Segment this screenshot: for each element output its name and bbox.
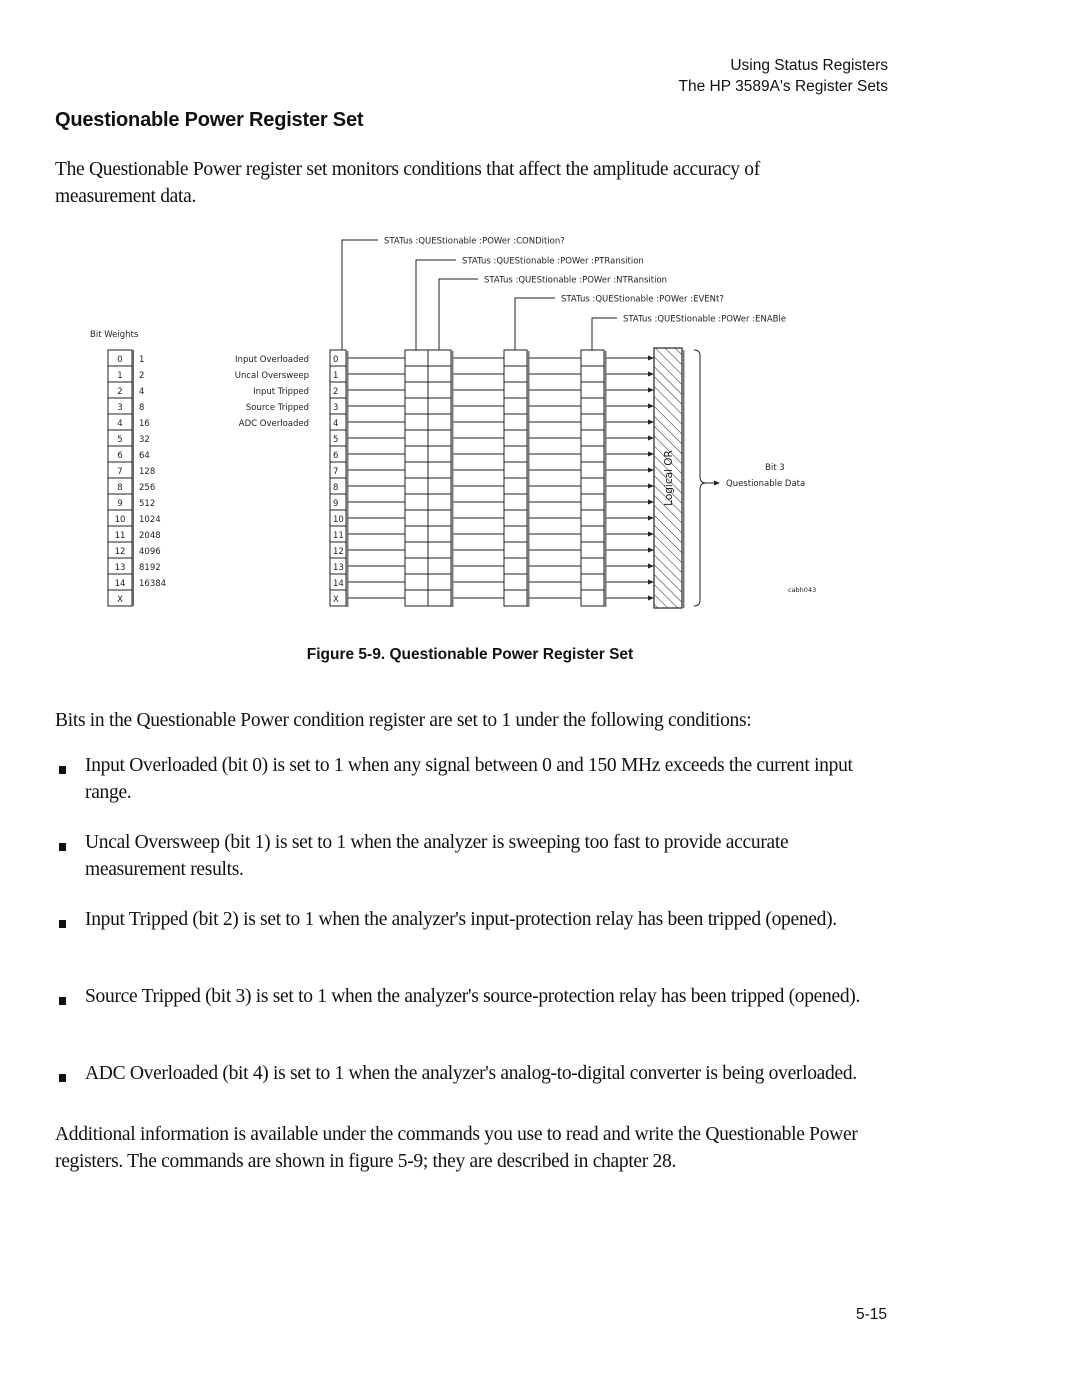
- bit-weight: 1024: [139, 515, 161, 525]
- register-bit-cell: [504, 414, 527, 430]
- condition-item: [55, 1060, 885, 1114]
- bit-weight: 16: [139, 419, 150, 429]
- command-leader-line: [515, 298, 555, 350]
- bullet-square-icon: [59, 1074, 66, 1082]
- register-bit-cell: [581, 382, 604, 398]
- register-bit-cell: [581, 542, 604, 558]
- bit-number: 7: [117, 467, 123, 477]
- register-bit-cell: [504, 590, 527, 606]
- command-leader-line: [439, 279, 478, 350]
- bit-number: 0: [117, 355, 123, 365]
- bit-number: 11: [114, 531, 126, 541]
- bit-number: 9: [117, 499, 123, 509]
- register-bit-cell: [428, 542, 451, 558]
- register-bit-cell: [581, 350, 604, 366]
- arrow-head-icon: [648, 548, 654, 553]
- bit-weight: 2048: [139, 531, 161, 541]
- arrow-head-icon: [648, 564, 654, 569]
- register-bit-cell: [428, 494, 451, 510]
- register-bit-number: 3: [333, 403, 339, 413]
- bit-number: X: [117, 595, 123, 605]
- register-bit-cell: [581, 430, 604, 446]
- bit-number: 10: [114, 515, 126, 525]
- register-bit-number: 14: [333, 579, 344, 589]
- register-bit-cell: [428, 350, 451, 366]
- register-shadow: [451, 351, 454, 607]
- register-bit-number: 1: [333, 371, 339, 381]
- command-label: STATus :QUEStionable :POWer :PTRansition: [462, 256, 644, 267]
- running-header-chapter: Using Status Registers: [730, 57, 888, 74]
- register-bit-cell: [405, 526, 428, 542]
- register-bit-cell: [504, 558, 527, 574]
- register-bit-cell: [504, 446, 527, 462]
- register-bit-cell: [581, 446, 604, 462]
- register-bit-cell: [504, 478, 527, 494]
- section-title: Questionable Power Register Set: [55, 109, 364, 131]
- arrow-head-icon: [648, 516, 654, 521]
- register-bit-cell: [428, 590, 451, 606]
- condition-item: [55, 752, 885, 806]
- arrow-head-icon: [648, 596, 654, 601]
- register-bit-cell: [428, 526, 451, 542]
- register-shadow: [604, 351, 607, 607]
- bit-weight: 8: [139, 403, 145, 413]
- register-bit-cell: [405, 366, 428, 382]
- bullet-square-icon: [59, 997, 66, 1005]
- event-register: [504, 350, 530, 607]
- bit-number: 2: [117, 387, 123, 397]
- bit-weight: 16384: [139, 579, 167, 589]
- bullet-square-icon: [59, 920, 66, 928]
- register-bit-cell: [504, 542, 527, 558]
- register-bit-cell: [428, 414, 451, 430]
- arrow-head-icon: [648, 404, 654, 409]
- register-bit-cell: [405, 398, 428, 414]
- register-shadow: [527, 351, 530, 607]
- conditions-list: [55, 752, 885, 1137]
- register-bit-cell: [428, 510, 451, 526]
- arrow-head-icon: [648, 436, 654, 441]
- bit-number: 1: [117, 371, 123, 381]
- bit-number: 6: [117, 451, 123, 461]
- bit-number: 3: [117, 403, 123, 413]
- bit-weight: 256: [139, 483, 156, 493]
- arrow-head-icon: [648, 420, 654, 425]
- register-set-diagram: [0, 220, 1080, 620]
- condition-text: Source Tripped (bit 3) is set to 1 when the analyzer's source-protection relay has been tripped (opened).: [85, 986, 861, 1007]
- condition-name: Input Tripped: [253, 387, 309, 397]
- arrow-head-icon: [648, 580, 654, 585]
- bit-number: 14: [114, 579, 126, 589]
- register-bit-cell: [504, 574, 527, 590]
- register-bit-cell: [405, 350, 428, 366]
- register-bit-cell: [405, 462, 428, 478]
- register-bit-number: 10: [333, 515, 344, 525]
- register-bit-number: 4: [333, 419, 339, 429]
- register-bit-cell: [405, 494, 428, 510]
- register-bit-cell: [405, 414, 428, 430]
- logical-or-label: Logical OR: [663, 450, 675, 506]
- command-label: STATus :QUEStionable :POWer :ENABle: [623, 314, 787, 325]
- logical-or-shadow: [682, 350, 685, 608]
- intro-paragraph: The Questionable Power register set monitors conditions that affect the amplitude accuracy of measurement data.: [55, 159, 760, 207]
- condition-text: Uncal Oversweep (bit 1) is set to 1 when the analyzer is sweeping too fast to provide accurate measurement results.: [85, 832, 789, 880]
- arrow-head-icon: [648, 356, 654, 361]
- figure-id: cabh043: [788, 586, 817, 594]
- register-bit-cell: [504, 350, 527, 366]
- register-bit-cell: [428, 478, 451, 494]
- condition-name: Input Overloaded: [235, 355, 309, 365]
- ptransition-register: [405, 350, 428, 606]
- register-bit-cell: [428, 462, 451, 478]
- additional-info-paragraph: Additional information is available under the commands you use to read and write the Questionable Power registers. The commands are shown in figure 5-9; they are described in chapter 28.: [55, 1124, 858, 1172]
- bit-number: 8: [117, 483, 123, 493]
- brace: [694, 350, 706, 606]
- register-bit-cell: [428, 558, 451, 574]
- register-bit-number: 12: [333, 547, 344, 557]
- register-bit-cell: [428, 430, 451, 446]
- register-bit-cell: [581, 494, 604, 510]
- output-arrow-icon: [714, 481, 720, 486]
- bit-weight: 128: [139, 467, 156, 477]
- register-bit-cell: [405, 590, 428, 606]
- register-bit-number: 13: [333, 563, 344, 573]
- command-label: STATus :QUEStionable :POWer :CONDition?: [384, 236, 565, 247]
- bit-weight: 32: [139, 435, 150, 445]
- output-label: Questionable Data: [726, 479, 806, 489]
- bit-number: 13: [114, 563, 126, 573]
- bullet-square-icon: [59, 843, 66, 851]
- register-bit-cell: [581, 574, 604, 590]
- condition-item: [55, 829, 885, 883]
- register-bit-cell: [428, 446, 451, 462]
- register-bit-cell: [504, 526, 527, 542]
- register-bit-cell: [428, 382, 451, 398]
- register-bit-cell: [504, 382, 527, 398]
- register-bit-number: 9: [333, 499, 339, 509]
- register-bit-cell: [581, 366, 604, 382]
- arrow-head-icon: [648, 500, 654, 505]
- bit-number: 12: [114, 547, 126, 557]
- register-bit-number: 8: [333, 483, 339, 493]
- register-bit-cell: [405, 478, 428, 494]
- register-bit-cell: [405, 574, 428, 590]
- arrow-head-icon: [648, 532, 654, 537]
- register-bit-cell: [405, 510, 428, 526]
- bit-weights-label: Bit Weights: [90, 330, 139, 340]
- condition-name: Source Tripped: [245, 403, 309, 413]
- register-bit-cell: [405, 430, 428, 446]
- command-label: STATus :QUEStionable :POWer :EVENt?: [561, 294, 724, 305]
- register-bit-cell: [581, 590, 604, 606]
- conditions-lead: Bits in the Questionable Power condition register are set to 1 under the following conditions:: [55, 710, 752, 731]
- register-bit-cell: [504, 398, 527, 414]
- ntransition-register: [428, 350, 454, 607]
- arrow-head-icon: [648, 468, 654, 473]
- page-number: 5-15: [855, 1306, 887, 1323]
- bit-weight: 2: [139, 371, 145, 381]
- register-bit-cell: [504, 510, 527, 526]
- register-bit-number: 2: [333, 387, 339, 397]
- bit-weight: 4: [139, 387, 145, 397]
- register-bit-cell: [581, 510, 604, 526]
- bullet-square-icon: [59, 766, 66, 774]
- condition-name: ADC Overloaded: [238, 419, 309, 429]
- register-bit-number: 0: [333, 355, 339, 365]
- register-bit-cell: [581, 526, 604, 542]
- register-bit-number: 6: [333, 451, 339, 461]
- arrow-head-icon: [648, 452, 654, 457]
- register-bit-cell: [405, 446, 428, 462]
- command-leader-line: [342, 240, 378, 350]
- bit-weight: 64: [139, 451, 150, 461]
- bit-weight: 8192: [139, 563, 161, 573]
- arrow-head-icon: [648, 484, 654, 489]
- condition-register: [330, 350, 349, 607]
- register-bit-cell: [504, 462, 527, 478]
- condition-text: ADC Overloaded (bit 4) is set to 1 when the analyzer's analog-to-digital converter is being overloaded.: [85, 1063, 857, 1084]
- register-bit-cell: [428, 398, 451, 414]
- register-bit-cell: [405, 382, 428, 398]
- register-bit-cell: [428, 366, 451, 382]
- register-bit-number: 7: [333, 467, 339, 477]
- register-bit-number: X: [333, 595, 339, 605]
- register-bit-cell: [504, 430, 527, 446]
- register-bit-cell: [428, 574, 451, 590]
- condition-item: [55, 906, 885, 960]
- command-leader-line: [592, 318, 617, 350]
- bit-weight: 512: [139, 499, 156, 509]
- figure-caption: Figure 5-9. Questionable Power Register Set: [306, 646, 634, 663]
- condition-item: [55, 983, 885, 1037]
- enable-register: [581, 350, 607, 607]
- arrow-head-icon: [648, 372, 654, 377]
- register-bit-cell: [581, 414, 604, 430]
- running-header-section: The HP 3589A's Register Sets: [678, 78, 888, 95]
- command-leader-line: [416, 260, 456, 350]
- register-bit-cell: [504, 366, 527, 382]
- register-bit-cell: [581, 478, 604, 494]
- bit-number: 4: [117, 419, 123, 429]
- register-bit-cell: [581, 398, 604, 414]
- output-bit-label: Bit 3: [765, 463, 785, 473]
- bit-weight: 1: [139, 355, 145, 365]
- register-bit-number: 5: [333, 435, 339, 445]
- bit-weight: 4096: [139, 547, 161, 557]
- register-bit-cell: [581, 462, 604, 478]
- register-shadow: [346, 351, 349, 607]
- bit-number: 5: [117, 435, 123, 445]
- condition-text: Input Overloaded (bit 0) is set to 1 when any signal between 0 and 150 MHz exceeds the current input range.: [85, 755, 853, 803]
- condition-text: Input Tripped (bit 2) is set to 1 when the analyzer's input-protection relay has been tripped (opened).: [85, 909, 837, 930]
- register-bit-number: 11: [333, 531, 344, 541]
- condition-name: Uncal Oversweep: [234, 371, 309, 381]
- register-bit-cell: [504, 494, 527, 510]
- register-bit-cell: [405, 542, 428, 558]
- register-bit-cell: [405, 558, 428, 574]
- command-label: STATus :QUEStionable :POWer :NTRansition: [484, 275, 668, 286]
- register-bit-cell: [581, 558, 604, 574]
- arrow-head-icon: [648, 388, 654, 393]
